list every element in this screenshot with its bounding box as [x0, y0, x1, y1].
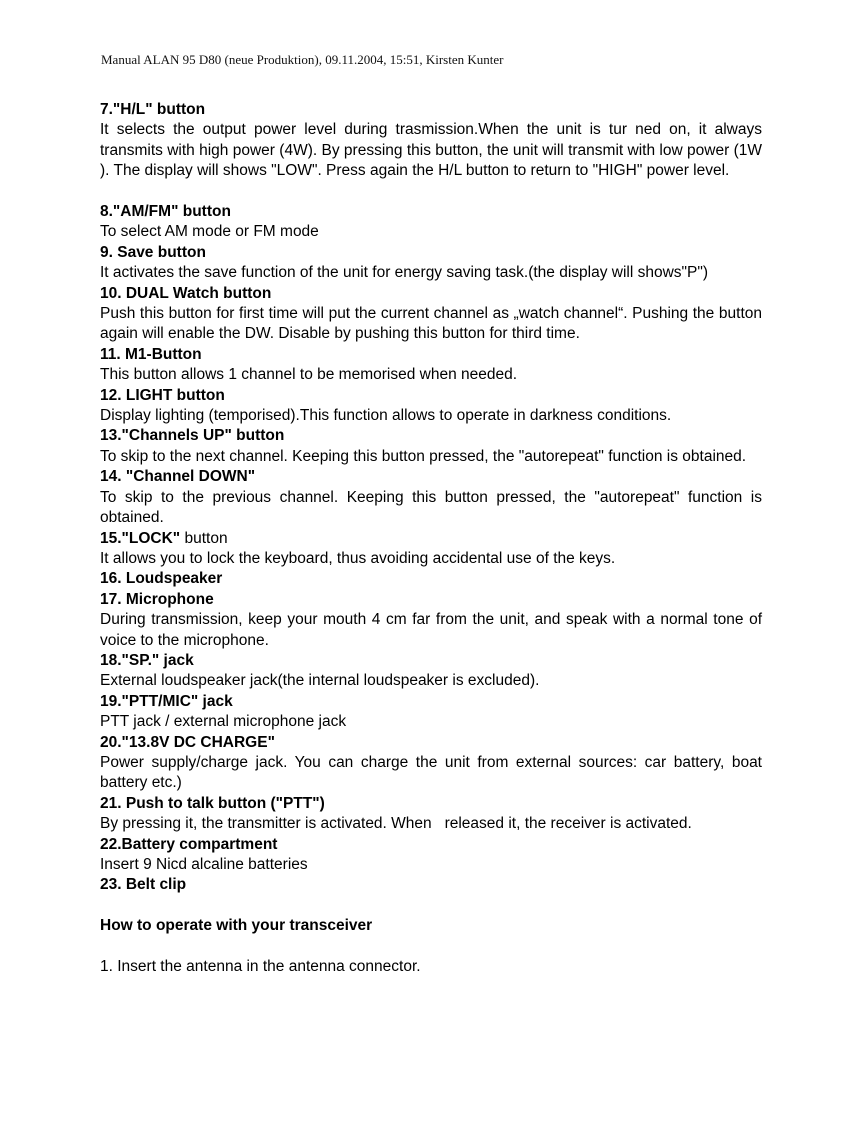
spacer [100, 896, 762, 916]
section-body-save: It activates the save function of the unit for energy saving task.(the display will shows"P") [100, 264, 709, 282]
section-title-lock-suffix: button [180, 529, 228, 547]
spacer [100, 937, 762, 957]
spacer [100, 182, 762, 202]
operate-title: How to operate with your transceiver [100, 917, 373, 935]
section-title-ptt: 21. Push to talk button ("PTT") [100, 794, 325, 812]
section-title-dc-charge: 20."13.8V DC CHARGE" [100, 733, 275, 751]
page-header: Manual ALAN 95 D80 (neue Produktion), 09.11.2004, 15:51, Kirsten Kunter [101, 52, 504, 67]
section-title-battery: 22.Battery compartment [100, 835, 278, 853]
section-body-dual-watch: Push this button for first time will put the current channel as „watch channel“. Pushing the button again will enable the DW. Disable by pushing this button for third time. [100, 305, 762, 343]
section-title-channel-down: 14. "Channel DOWN" [100, 468, 256, 486]
manual-content [100, 100, 762, 977]
section-title-ptt-mic-jack: 19."PTT/MIC" jack [100, 692, 233, 710]
section-title-lock: 15."LOCK" [100, 529, 181, 547]
section-title-save: 9. Save button [100, 243, 206, 261]
section-title-amfm: 8."AM/FM" button [100, 203, 231, 221]
section-title-microphone: 17. Microphone [100, 590, 214, 608]
section-body-microphone: During transmission, keep your mouth 4 cm far from the unit, and speak with a normal tone of voice to the microphone. [100, 611, 762, 649]
section-body-amfm: To select AM mode or FM mode [100, 223, 319, 241]
section-body-channels-up: To skip to the next channel. Keeping this button pressed, the "autorepeat" function is obtained. [100, 447, 747, 465]
operate-step-1: 1. Insert the antenna in the antenna connector. [100, 958, 421, 976]
section-title-sp-jack: 18."SP." jack [100, 651, 194, 669]
section-body-dc-charge: Power supply/charge jack. You can charge the unit from external sources: car battery, boat battery etc.) [100, 753, 762, 792]
section-title-loudspeaker: 16. Loudspeaker [100, 570, 223, 588]
section-body-hl: It selects the output power level during trasmission.When the unit is tur ned on, it always transmits with high power (4W). By pressing this button, the unit will transmit with low power (1W ). The display will shows "LOW". Press again the H/L button to return to "HIGH" power level. [100, 121, 762, 180]
section-title-dual-watch: 10. DUAL Watch button [100, 284, 272, 302]
section-body-ptt: By pressing it, the transmitter is activated. When released it, the receiver is activated. [100, 815, 692, 833]
section-body-m1: This button allows 1 channel to be memorised when needed. [100, 366, 518, 384]
section-title-hl: 7."H/L" button [100, 101, 206, 118]
section-title-channels-up: 13."Channels UP" button [100, 427, 285, 445]
section-body-battery: Insert 9 Nicd alcaline batteries [100, 856, 308, 874]
section-body-sp-jack: External loudspeaker jack(the internal loudspeaker is excluded). [100, 672, 540, 690]
section-body-light: Display lighting (temporised).This function allows to operate in darkness conditions. [100, 407, 672, 425]
section-title-belt-clip: 23. Belt clip [100, 876, 187, 894]
section-title-light: 12. LIGHT button [100, 386, 225, 404]
section-title-m1: 11. M1-Button [100, 345, 202, 363]
section-title-lock-line [100, 529, 762, 549]
section-body-ptt-mic-jack: PTT jack / external microphone jack [100, 713, 347, 731]
section-body-channel-down: To skip to the previous channel. Keeping this button pressed, the "autorepeat" function is obtained. [100, 488, 762, 527]
section-body-lock: It allows you to lock the keyboard, thus avoiding accidental use of the keys. [100, 549, 616, 567]
